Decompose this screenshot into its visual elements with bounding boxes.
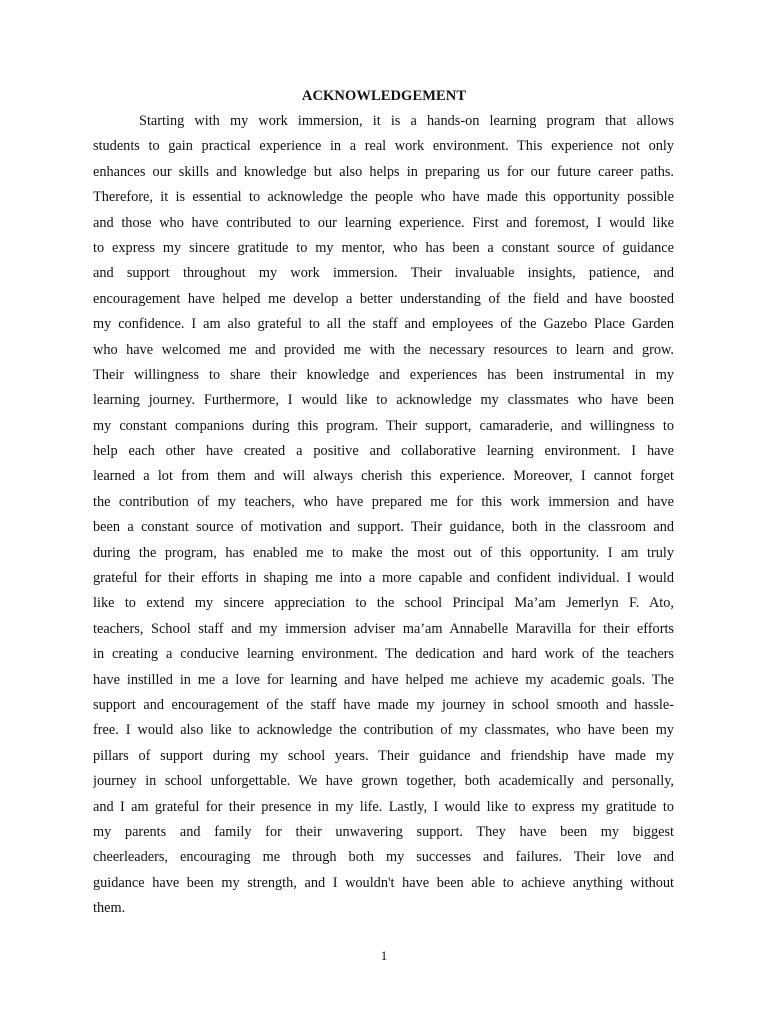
paragraph-line: my parents and family for their unwavering support. They have been my biggest — [93, 823, 674, 840]
paragraph-line: learned a lot from them and will always cherish this experience. Moreover, I cannot forget — [93, 468, 674, 485]
paragraph-line: and those who have contributed to our learning experience. First and foremost, I would like — [93, 214, 674, 231]
paragraph-line: during the program, has enabled me to make the most out of this opportunity. I am truly — [93, 544, 674, 561]
paragraph-line: Therefore, it is essential to acknowledge the people who have made this opportunity possible — [93, 189, 674, 206]
paragraph-line: the contribution of my teachers, who have prepared me for this work immersion and have — [93, 493, 674, 510]
paragraph-line: students to gain practical experience in a real work environment. This experience not only — [93, 138, 674, 155]
paragraph-line: enhances our skills and knowledge but also helps in preparing us for our future career paths. — [93, 163, 674, 180]
paragraph-line: free. I would also like to acknowledge the contribution of my classmates, who have been my — [93, 722, 674, 739]
paragraph-line: cheerleaders, encouraging me through both my successes and failures. Their love and — [93, 849, 674, 866]
page-number: 1 — [380, 948, 388, 963]
paragraph-line: grateful for their efforts in shaping me into a more capable and confident individual. I would — [93, 570, 674, 587]
acknowledgement-paragraph — [93, 109, 674, 922]
paragraph-line: learning journey. Furthermore, I would like to acknowledge my classmates who have been — [93, 392, 674, 409]
paragraph-line: guidance have been my strength, and I wouldn't have been able to achieve anything without — [93, 874, 674, 891]
paragraph-line: them. — [93, 900, 126, 917]
paragraph-line: pillars of support during my school years. Their guidance and friendship have made my — [93, 747, 674, 764]
paragraph-line: Starting with my work immersion, it is a hands-on learning program that allows — [139, 113, 674, 129]
paragraph-line: and support throughout my work immersion. Their invaluable insights, patience, and — [93, 265, 674, 282]
paragraph-line: like to extend my sincere appreciation to the school Principal Ma’am Jemerlyn F. Ato, — [93, 595, 674, 612]
paragraph-line: teachers, School staff and my immersion adviser ma’am Annabelle Maravilla for their efforts — [93, 620, 674, 637]
paragraph-line: Their willingness to share their knowledge and experiences has been instrumental in my — [93, 366, 674, 383]
paragraph-line: help each other have created a positive and collaborative learning environment. I have — [93, 443, 674, 460]
paragraph-line: who have welcomed me and provided me with the necessary resources to learn and grow. — [93, 341, 674, 358]
paragraph-line: and I am grateful for their presence in my life. Lastly, I would like to express my gratitude to — [93, 798, 674, 815]
paragraph-line: to express my sincere gratitude to my mentor, who has been a constant source of guidance — [93, 239, 674, 256]
paragraph-line: my confidence. I am also grateful to all the staff and employees of the Gazebo Place Garden — [93, 316, 674, 333]
paragraph-line: journey in school unforgettable. We have grown together, both academically and personally, — [93, 773, 674, 790]
document-heading: ACKNOWLEDGEMENT — [301, 88, 467, 104]
paragraph-line: encouragement have helped me develop a better understanding of the field and have boosted — [93, 290, 674, 307]
paragraph-line: my constant companions during this program. Their support, camaraderie, and willingness to — [93, 417, 674, 434]
paragraph-line: been a constant source of motivation and support. Their guidance, both in the classroom and — [93, 519, 674, 536]
paragraph-line: in creating a conducive learning environment. The dedication and hard work of the teachers — [93, 646, 674, 663]
paragraph-line: support and encouragement of the staff have made my journey in school smooth and hassle- — [93, 696, 674, 713]
paragraph-line: have instilled in me a love for learning and have helped me achieve my academic goals. The — [93, 671, 674, 688]
